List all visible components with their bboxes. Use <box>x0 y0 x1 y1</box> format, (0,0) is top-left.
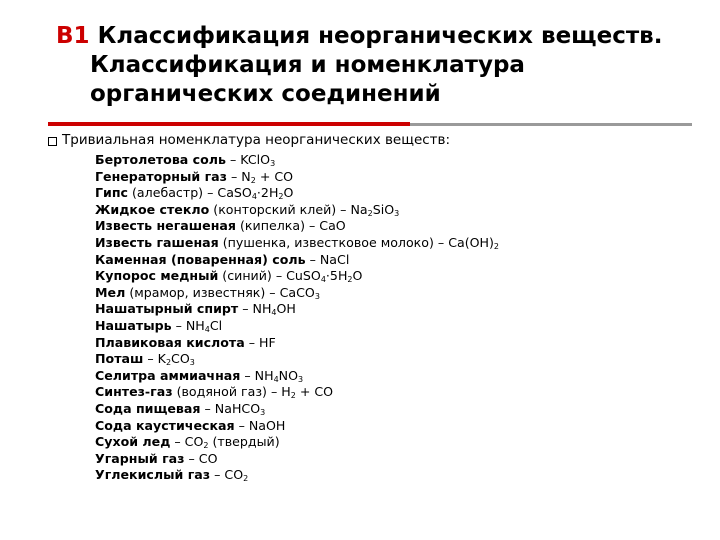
formula-text: SiO <box>372 201 395 217</box>
substance-name: Мел <box>95 284 126 300</box>
list-item <box>95 467 499 484</box>
formula-text: CO <box>171 351 190 367</box>
substance-name: Угарный газ <box>95 450 185 466</box>
formula-text: – NH <box>240 367 274 383</box>
formula-text: ·5H <box>325 268 348 284</box>
formula-subscript: 2 <box>203 441 209 451</box>
formula-text: – K <box>143 351 166 367</box>
formula-text: (твердый) <box>208 434 280 450</box>
list-item <box>95 218 499 235</box>
formula-subscript: 2 <box>347 275 353 285</box>
substance-name: Гипс <box>95 185 129 201</box>
substance-name: Бертолетова соль <box>95 152 226 167</box>
substance-name: Нашатырь <box>95 317 172 333</box>
formula-subscript: 2 <box>250 175 256 185</box>
substance-name: Селитра аммиачная <box>95 367 241 383</box>
formula-text: + CO <box>295 384 334 400</box>
formula-subscript: 2 <box>290 391 296 401</box>
title-underline <box>410 123 692 126</box>
substance-name: Генераторный газ <box>95 168 227 184</box>
title-line-1 <box>56 22 706 51</box>
list-item <box>95 384 499 401</box>
list-item <box>95 451 499 468</box>
formula-text: (мрамор, известняк) – CaCO <box>125 284 315 300</box>
list-item <box>95 368 499 385</box>
list-item <box>95 335 499 352</box>
formula-text: – NaHCO <box>200 400 261 416</box>
formula-text: (кипелка) – CaO <box>236 218 346 234</box>
formula-text: + CO <box>255 168 294 184</box>
formula-text: – CO <box>170 434 204 450</box>
title-code: В1 <box>56 23 90 49</box>
formula-text: – NH <box>238 301 272 317</box>
formula-text: O <box>352 268 363 284</box>
formula-text: NO <box>278 367 299 383</box>
nomenclature-list <box>95 152 499 484</box>
formula-text: Cl <box>209 317 223 333</box>
formula-text: – HF <box>244 334 276 350</box>
formula-subscript: 3 <box>270 159 276 168</box>
list-item <box>95 418 499 435</box>
formula-text: (водяной газ) – H <box>172 384 291 400</box>
formula-text: – N <box>226 168 251 184</box>
title-underline-accent <box>48 122 410 126</box>
formula-subscript: 4 <box>251 192 257 202</box>
substance-name: Поташ <box>95 351 144 367</box>
formula-subscript: 2 <box>278 192 284 202</box>
square-bullet-icon <box>48 137 57 146</box>
substance-name: Плавиковая кислота <box>95 334 245 350</box>
formula-subscript: 2 <box>243 474 249 484</box>
formula-subscript: 4 <box>271 308 277 318</box>
title-text-1: Классификация неорганических веществ. <box>97 23 663 49</box>
formula-text: (пушенка, известковое молоко) – Ca(OH) <box>218 234 494 250</box>
formula-subscript: 4 <box>273 374 279 384</box>
formula-subscript: 3 <box>298 374 304 384</box>
substance-name: Синтез-газ <box>95 384 173 400</box>
formula-text: (конторский клей) – Na <box>209 201 368 217</box>
list-item <box>95 169 499 186</box>
substance-name: Сода каустическая <box>95 417 235 433</box>
list-item <box>95 252 499 269</box>
formula-text: O <box>283 185 294 201</box>
formula-text: – NaOH <box>234 417 286 433</box>
formula-subscript: 3 <box>394 208 400 218</box>
list-item <box>95 285 499 302</box>
substance-name: Сухой лед <box>95 434 171 450</box>
list-item <box>95 301 499 318</box>
formula-text: ·2H <box>256 185 279 201</box>
list-item <box>95 268 499 285</box>
formula-text: – CO <box>184 450 218 466</box>
substance-name: Купорос медный <box>95 268 219 284</box>
substance-name: Каменная (поваренная) соль <box>95 251 306 267</box>
title-line-2: Классификация и номенклатура <box>90 52 525 78</box>
formula-subscript: 2 <box>493 241 500 251</box>
substance-name: Жидкое стекло <box>95 201 210 217</box>
list-item <box>95 185 499 202</box>
substance-name: Углекислый газ <box>95 467 211 483</box>
substance-name: Известь гашеная <box>95 234 219 250</box>
formula-text: (алебастр) – CaSO <box>128 185 252 201</box>
formula-subscript: 3 <box>260 407 266 417</box>
formula-text: – CO <box>210 467 244 483</box>
formula-text: – KClO <box>225 152 271 167</box>
formula-subscript: 2 <box>165 358 172 368</box>
formula-text: (синий) – CuSO <box>218 268 321 284</box>
formula-subscript: 4 <box>204 324 210 334</box>
slide-title <box>56 22 706 109</box>
list-item <box>95 202 499 219</box>
list-item <box>95 401 499 418</box>
list-item <box>95 152 499 169</box>
list-item <box>95 235 499 252</box>
formula-text: OH <box>276 301 296 317</box>
substance-name: Нашатырный спирт <box>95 301 239 317</box>
formula-subscript: 3 <box>189 358 195 368</box>
formula-text: – NH <box>171 317 205 333</box>
list-item <box>95 434 499 451</box>
formula-subscript: 4 <box>320 275 326 285</box>
formula-subscript: 3 <box>314 291 320 301</box>
list-item <box>95 351 499 368</box>
title-line-3: органических соединений <box>90 81 441 107</box>
formula-text: – NaCl <box>305 251 350 267</box>
substance-name: Известь негашеная <box>95 218 237 234</box>
intro-text: Тривиальная номенклатура неорганических веществ: <box>62 132 451 148</box>
list-item <box>95 318 499 335</box>
formula-subscript: 2 <box>367 208 373 218</box>
substance-name: Сода пищевая <box>95 400 201 416</box>
